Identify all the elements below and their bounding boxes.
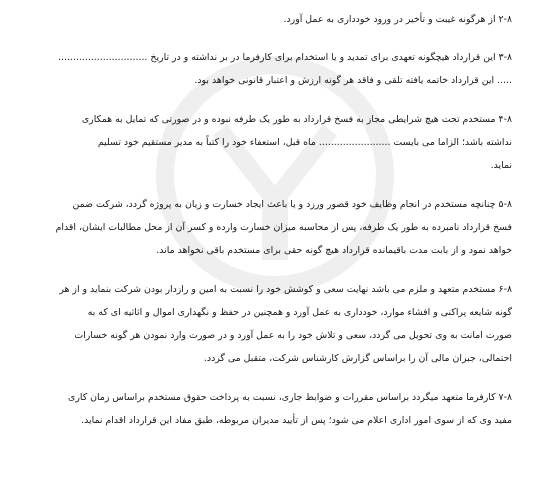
clause-line: ..... این قرارداد خاتمه یافته تلقی و فاقد هر گونه ارزش و اعتبار قانونی خواهد بود.: [194, 75, 512, 86]
clause-line: ۷-۸ کارفرما متعهد میگردد براساس مقررات و ضوابط جاری، نسبت به پرداخت حقوق مستخدم براساس زمان کاری: [68, 392, 512, 403]
clause-line: ۳-۸ این قرارداد هیچگونه تعهدی برای تمدید و یا استخدام برای کارفرما در بر نداشته و در تاریخ ..............................: [58, 52, 512, 63]
clause-8-3: [26, 46, 512, 92]
clause-line: احتمالی، جبران مالی آن را براساس گزارش کارشناس شرکت، متقبل می گردد.: [203, 353, 512, 364]
clause-line: ۲-۸ از هرگونه غیبت و تأخیر در ورود خودداری به عمل آورد.: [283, 14, 512, 25]
clause-line: خواهد نمود و از بابت مدت باقیمانده قرارداد هیچ گونه حقی برای مستخدم باقی نخواهد ماند.: [156, 245, 512, 256]
clause-line: ۴-۸ مستخدم تحت هیچ شرایطی مجاز به فسخ قرارداد به طور یک طرفه نبوده و در صورتی که تمایل به همکاری: [81, 114, 512, 125]
clause-8-2: [26, 8, 512, 31]
clause-line: نداشته باشد؛ الزاما می بایست ........................ ماه قبل، استعفاء خود را کتباً به مدیر مستقیم خود تسلیم: [97, 137, 512, 148]
clause-line: نماید.: [490, 160, 512, 171]
clause-8-4: [26, 108, 512, 177]
clause-8-5: [26, 193, 512, 262]
clause-line: مفید وی که از سوی امور اداری اعلام می شود؛ پس از تأیید مدیران مربوطه، طبق مفاد این قرارداد اقدام نماید.: [81, 415, 512, 426]
clause-line: صورت امانت به وی تحویل می گردد، سعی و تلاش خود را به عمل آورد و در صورت وارد نمودن هر گونه خسارات: [74, 330, 512, 341]
clause-8-7: [26, 386, 512, 432]
clause-line: گونه شایعه پراکنی و افشاء موارد، خودداری به عمل آورد و همچنین در حفظ و نگهداری اموال و اثاثیه ای که به: [87, 307, 512, 318]
clause-line: ۶-۸ مستخدم متعهد و ملزم می باشد نهایت سعی و کوشش خود را نسبت به امین و رازدار بودن شرکت بنماید و از هر: [59, 284, 512, 295]
clause-line: فسخ قرارداد نامبرده به طور یک طرفه، پس از محاسبه میزان خسارت وارده و کسر آن از محل مطالبات ایشان، اقدام: [55, 222, 512, 233]
clause-line: ۵-۸ چنانچه مستخدم در انجام وظایف خود قصور ورزد و یا باعث ایجاد خسارت و زیان به پروژه گردد، شرکت ضمن: [72, 199, 512, 210]
clause-8-6: [26, 278, 512, 370]
